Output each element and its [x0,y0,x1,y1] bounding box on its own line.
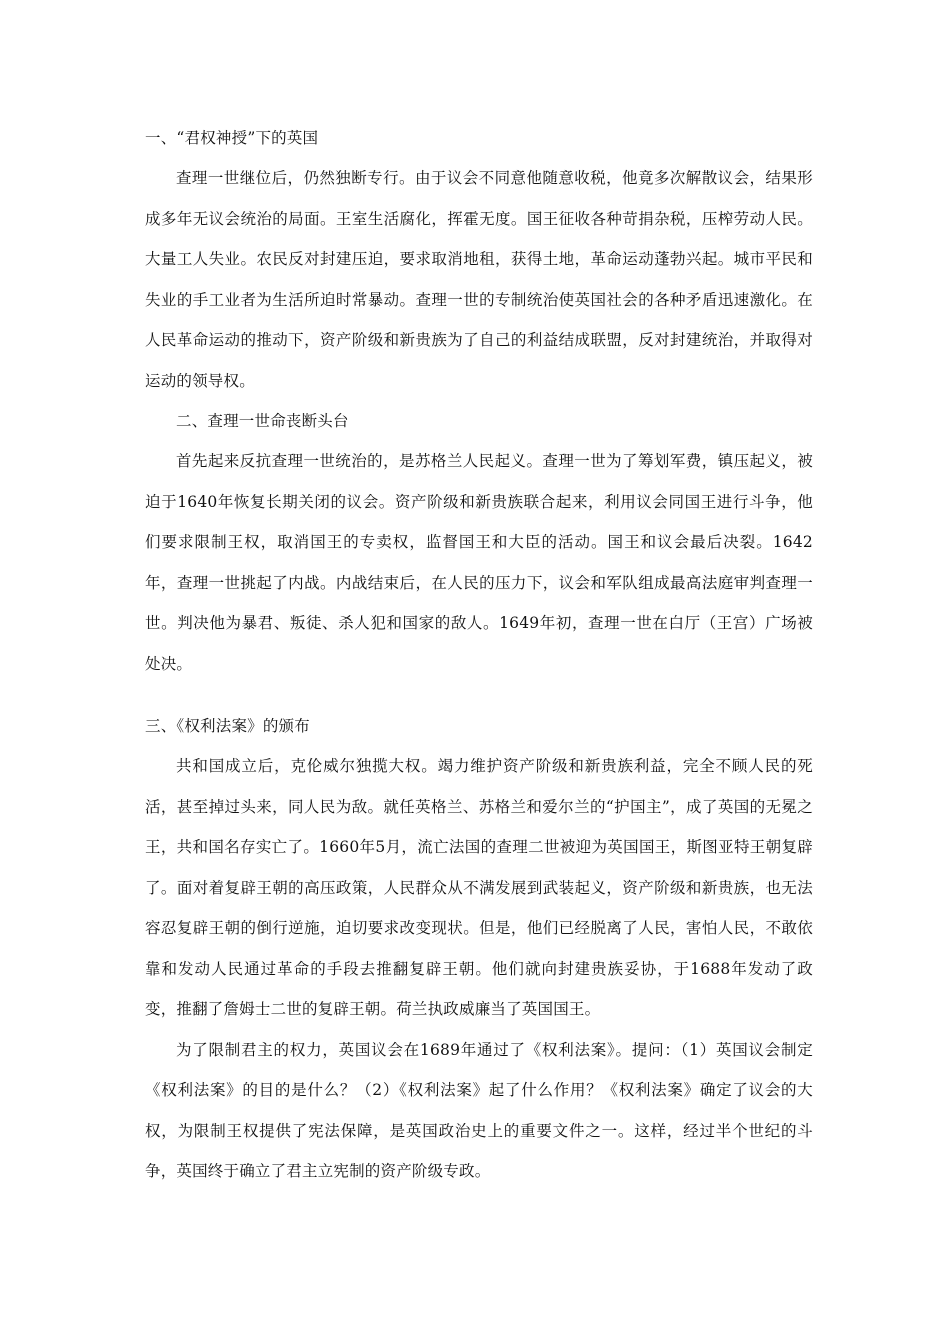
section-1-paragraph-1: 查理一世继位后，仍然独断专行。由于议会不同意他随意收税，他竟多次解散议会，结果形成多年无议会统治的局面。王室生活腐化，挥霍无度。国王征收各种苛捐杂税，压榨劳动人民。大量工人失业。农民反对封建压迫，要求取消地租，获得土地，革命运动蓬勃兴起。城市平民和失业的手工业者为生活所迫时常暴动。查理一世的专制统治使英国社会的各种矛盾迅速激化。在人民革命运动的推动下，资产阶级和新贵族为了自己的利益结成联盟，反对封建统治，并取得对运动的领导权。 [145,169,813,390]
section-3-paragraph-1: 共和国成立后，克伦威尔独揽大权。竭力维护资产阶级和新贵族利益，完全不顾人民的死活，甚至掉过头来，同人民为敌。就任英格兰、苏格兰和爱尔兰的“护国主”，成了英国的无冕之王，共和国名存实亡了。1660年5月，流亡法国的查理二世被迎为英国国王，斯图亚特王朝复辟了。面对着复辟王朝的高压政策，人民群众从不满发展到武装起义，资产阶级和新贵族，也无法容忍复辟王朝的倒行逆施，迫切要求改变现状。但是，他们已经脱离了人民，害怕人民，不敢依靠和发动人民通过革命的手段去推翻复辟王朝。他们就向封建贵族妥协，于1688年发动了政变，推翻了詹姆士二世的复辟王朝。荷兰执政威廉当了英国国王。 [145,757,813,1018]
section-2-paragraph-1: 首先起来反抗查理一世统治的，是苏格兰人民起义。查理一世为了筹划军费，镇压起义，被迫于1640年恢复长期关闭的议会。资产阶级和新贵族联合起来，利用议会同国王进行斗争，他们要求限制王权，取消国王的专卖权，监督国王和大臣的活动。国王和议会最后决裂。1642年，查理一世挑起了内战。内战结束后，在人民的压力下，议会和军队组成最高法庭审判查理一世。判决他为暴君、叛徒、杀人犯和国家的敌人。1649年初，查理一世在白厅（王宫）广场被处决。 [145,452,813,673]
section-3-paragraph-2: 为了限制君主的权力，英国议会在1689年通过了《权利法案》。提问：（1）英国议会制定《权利法案》的目的是什么？（2）《权利法案》起了什么作用？《权利法案》确定了议会的大权，为限制王权提供了宪法保障，是英国政治史上的重要文件之一。这样，经过半个世纪的斗争，英国终于确立了君主立宪制的资产阶级专政。 [145,1040,813,1180]
section-1-heading: 一、“君权神授”下的英国 [145,129,319,147]
section-spacer [145,684,813,706]
section-2-heading: 二、查理一世命丧断头台 [176,412,349,430]
document-page [145,118,813,1192]
section-3-heading: 三、《权利法案》的颁布 [145,717,310,735]
